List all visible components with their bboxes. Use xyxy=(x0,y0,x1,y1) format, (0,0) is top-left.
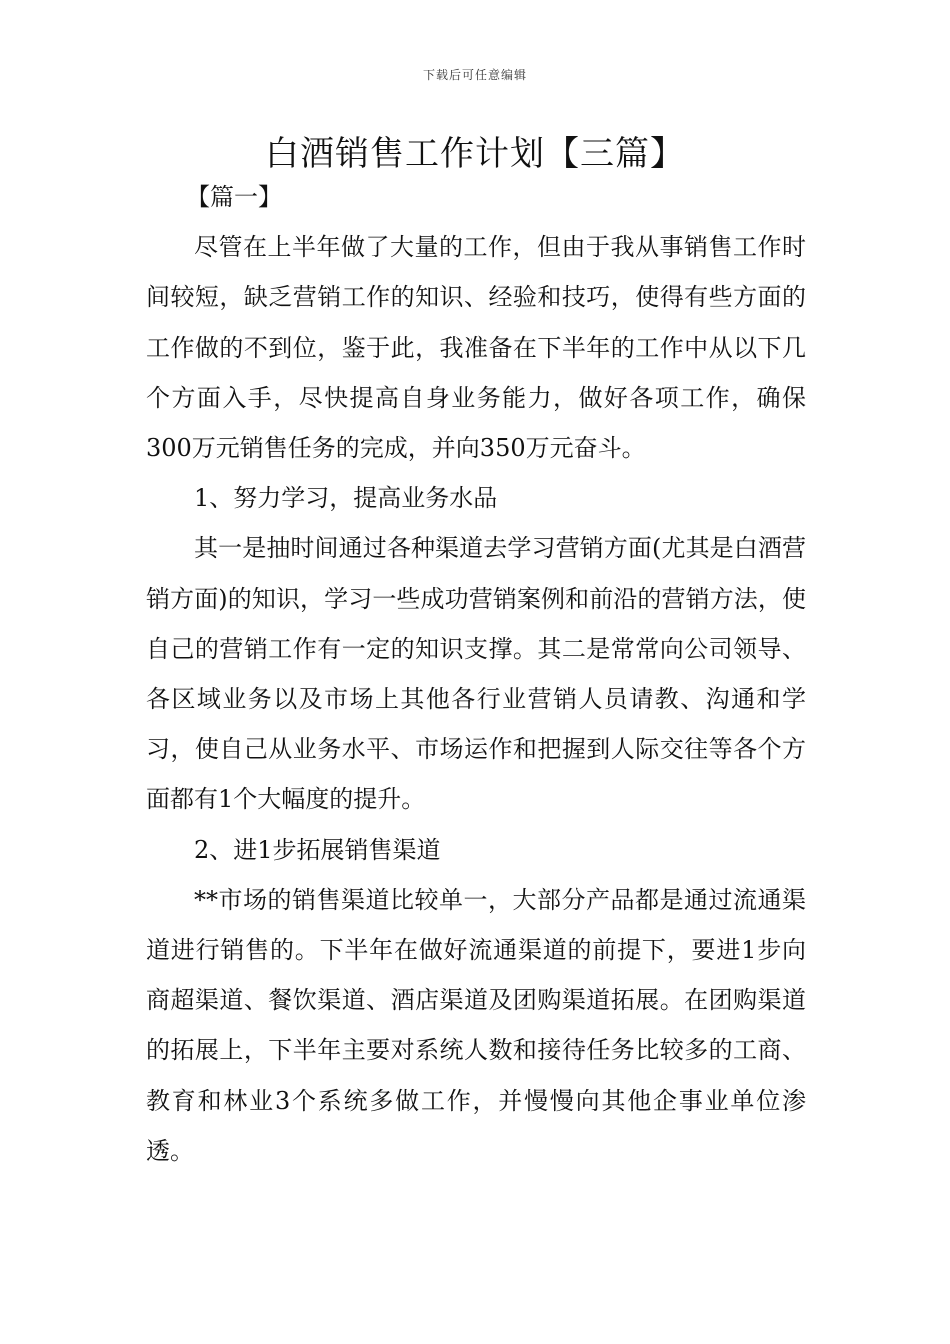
paragraph-intro: 尽管在上半年做了大量的工作，但由于我从事销售工作时间较短，缺乏营销工作的知识、经验和技巧，使得有些方面的工作做的不到位，鉴于此，我准备在下半年的工作中从以下几个方面入手，尽快提高自身业务能力，做好各项工作，确保300万元销售任务的完成，并向350万元奋斗。 xyxy=(146,233,806,463)
header-note: 下载后可任意编辑 xyxy=(422,68,527,82)
section-label: 【篇一】 xyxy=(186,183,282,211)
document-title: 白酒销售工作计划【三篇】 xyxy=(265,134,685,174)
paragraph-item-2: **市场的销售渠道比较单一，大部分产品都是通过流通渠道进行销售的。下半年在做好流通渠道的前提下，要进1步向商超渠道、餐饮渠道、酒店渠道及团购渠道拓展。在团购渠道的拓展上，下半年主要对系统人数和接待任务比较多的工商、教育和林业3个系统多做工作，并慢慢向其他企事业单位渗透。 xyxy=(146,885,806,1165)
heading-item-2: 2、进1步拓展销售渠道 xyxy=(194,835,441,864)
heading-item-1: 1、努力学习，提高业务水品 xyxy=(194,484,498,513)
document-body xyxy=(146,172,806,1176)
paragraph-item-1: 其一是抽时间通过各种渠道去学习营销方面(尤其是白酒营销方面)的知识，学习一些成功营销案例和前沿的营销方法，使自己的营销工作有一定的知识支撑。其二是常常向公司领导、各区域业务以及市场上其他各行业营销人员请教、沟通和学习，使自己从业务水平、市场运作和把握到人际交往等各个方面都有1个大幅度的提升。 xyxy=(146,534,806,814)
